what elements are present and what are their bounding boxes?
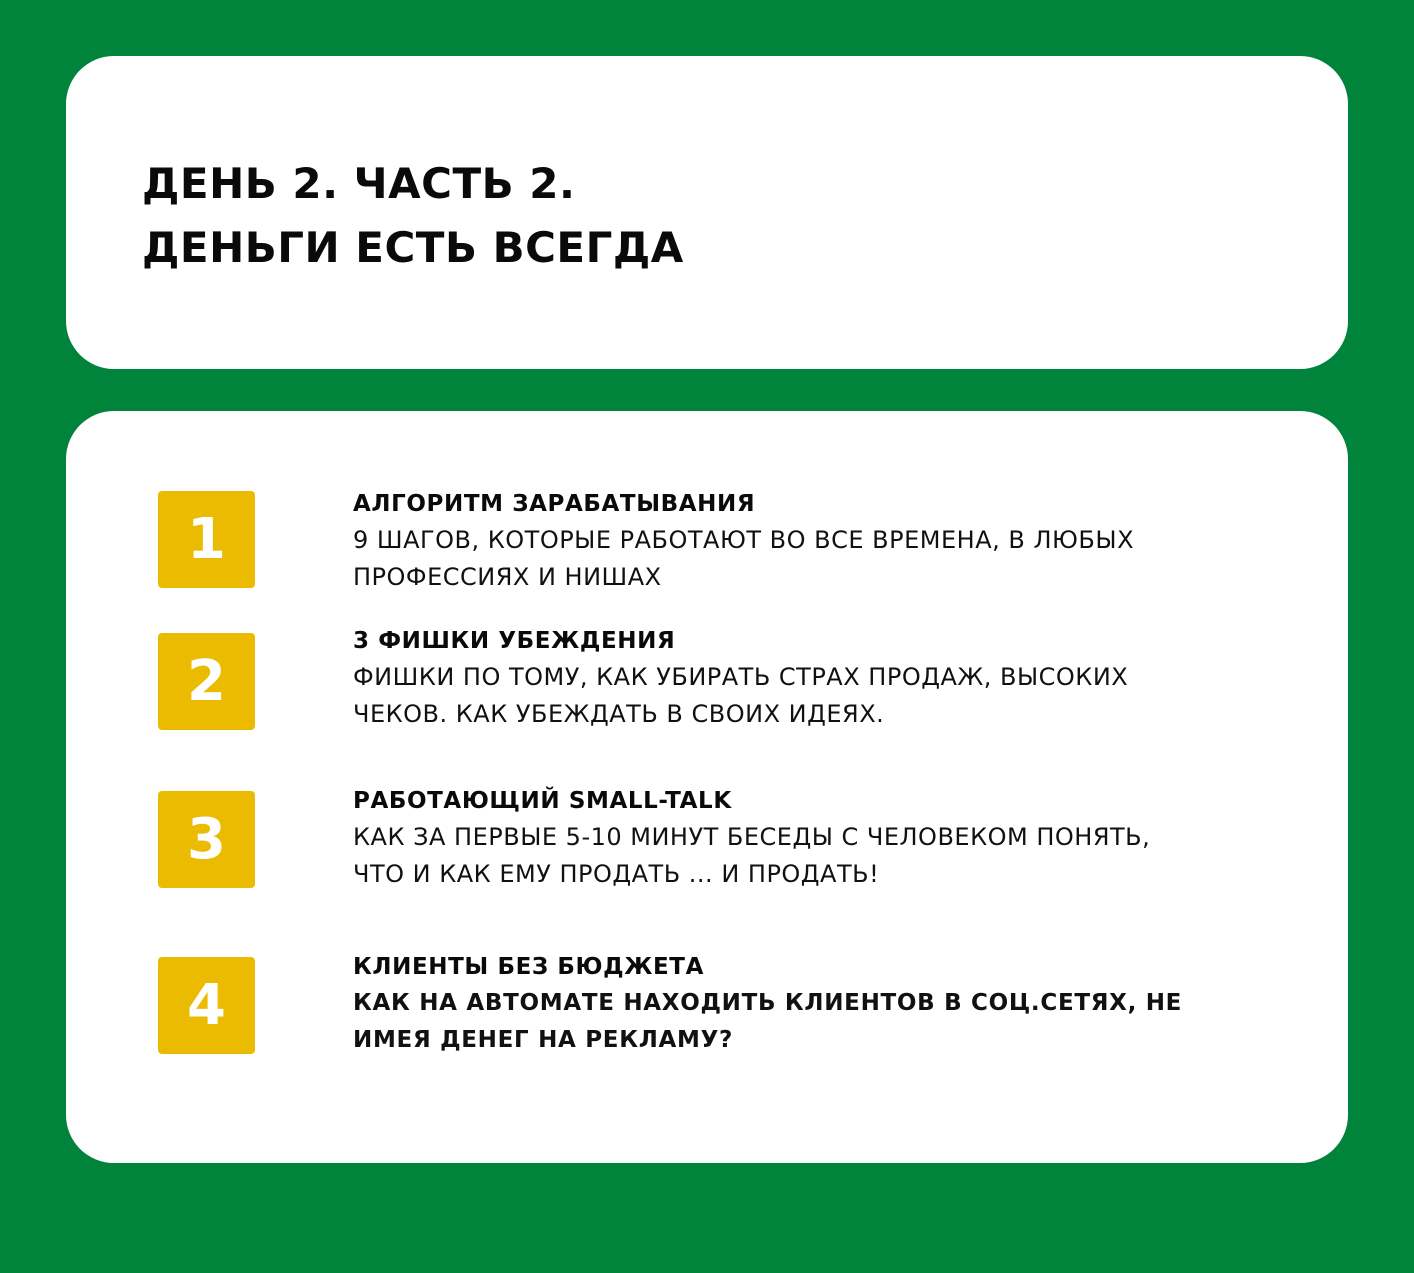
list-item-desc-1-line-2: ПРОФЕССИЯХ И НИШАХ [353, 563, 662, 591]
page-title-line-1: ДЕНЬ 2. ЧАСТЬ 2. [142, 159, 576, 208]
list-item-title-1: АЛГОРИТМ ЗАРАБАТЫВАНИЯ [353, 491, 756, 517]
list-item-desc-3-line-1: КАК ЗА ПЕРВЫЕ 5-10 МИНУТ БЕСЕДЫ С ЧЕЛОВЕКОМ ПОНЯТЬ, [353, 823, 1151, 851]
list-item-desc-3-line-2: ЧТО И КАК ЕМУ ПРОДАТЬ ... И ПРОДАТЬ! [353, 860, 880, 888]
list-item-text-3 [353, 785, 1253, 893]
list-item-title-2: 3 ФИШКИ УБЕЖДЕНИЯ [353, 628, 676, 654]
header-card [66, 56, 1348, 369]
list-item-desc-2-line-2: ЧЕКОВ. КАК УБЕЖДАТЬ В СВОИХ ИДЕЯХ. [353, 700, 885, 728]
page-title [142, 152, 684, 280]
number-badge-4: 4 [158, 957, 255, 1054]
number-badge-1: 1 [158, 491, 255, 588]
list-item-title-3: РАБОТАЮЩИЙ SMALL-TALK [353, 788, 732, 814]
list-item-desc-2-line-1: ФИШКИ ПО ТОМУ, КАК УБИРАТЬ СТРАХ ПРОДАЖ, ВЫСОКИХ [353, 663, 1129, 691]
number-badge-2: 2 [158, 633, 255, 730]
list-item-desc-4-line-1: КАК НА АВТОМАТЕ НАХОДИТЬ КЛИЕНТОВ В СОЦ.СЕТЯХ, НЕ [353, 990, 1183, 1016]
list-item-title-4: КЛИЕНТЫ БЕЗ БЮДЖЕТА [353, 954, 704, 980]
list-item-desc-1-line-1: 9 ШАГОВ, КОТОРЫЕ РАБОТАЮТ ВО ВСЕ ВРЕМЕНА, В ЛЮБЫХ [353, 526, 1135, 554]
list-item-text-2 [353, 625, 1253, 733]
number-badge-3: 3 [158, 791, 255, 888]
page-title-line-2: ДЕНЬГИ ЕСТЬ ВСЕГДА [142, 223, 684, 272]
list-item-text-1 [353, 488, 1253, 596]
list-item-desc-4-line-2: ИМЕЯ ДЕНЕГ НА РЕКЛАМУ? [353, 1027, 734, 1053]
content-card [66, 411, 1348, 1163]
list-item-text-4 [353, 951, 1253, 1059]
